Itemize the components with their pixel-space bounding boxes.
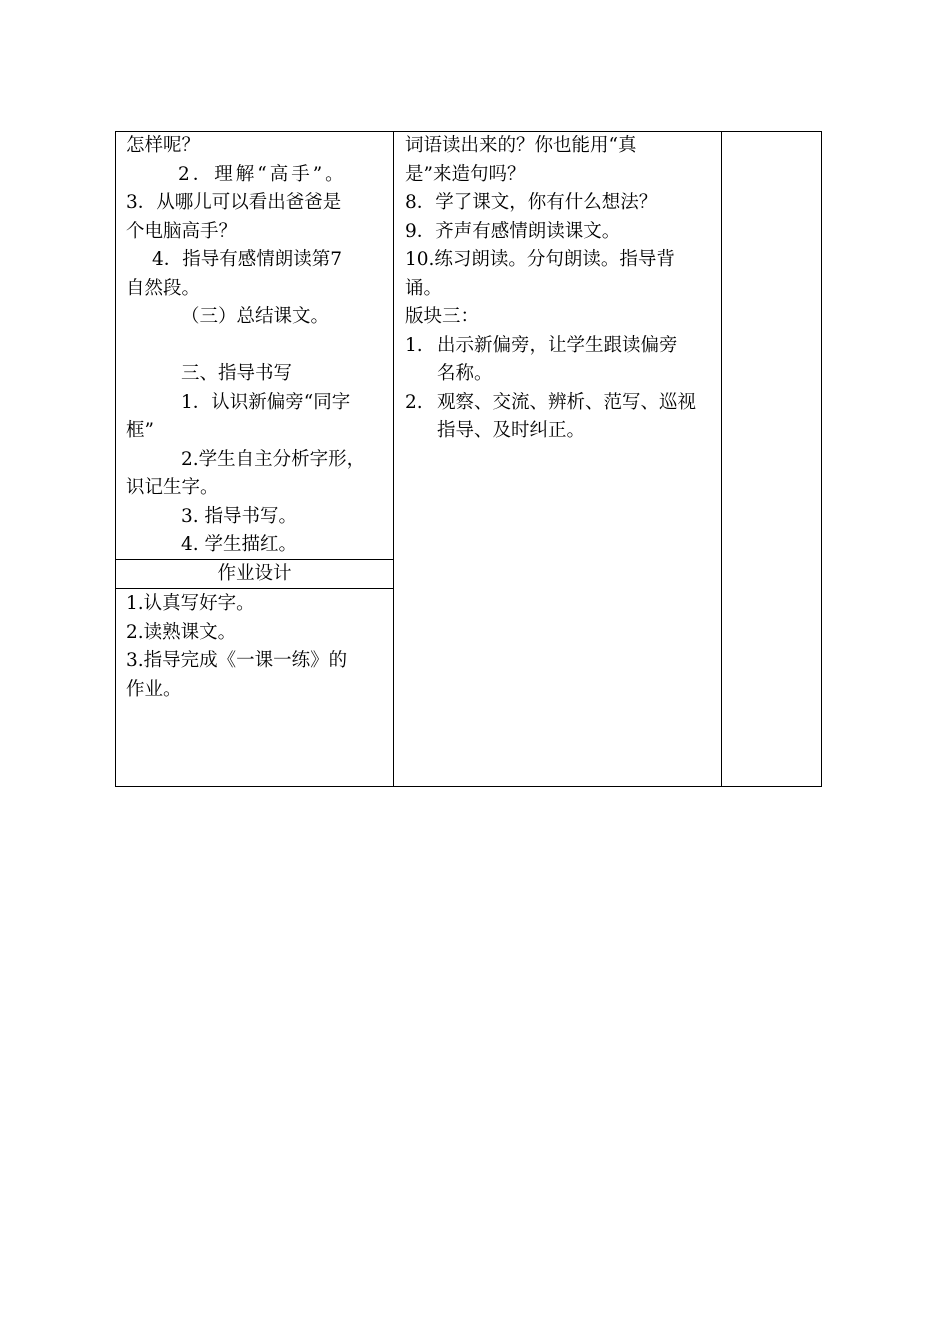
item-number: 2. <box>405 391 423 413</box>
section-heading: 版块三： <box>405 306 480 327</box>
text-line: 框” <box>126 420 154 441</box>
numbered-item <box>405 332 717 389</box>
text-line: 诵。 <box>405 277 443 299</box>
right-notes-cell <box>722 132 821 786</box>
numbered-item <box>405 389 717 446</box>
text-line: 4. 学生描红。 <box>181 534 298 555</box>
lesson-plan-table <box>115 131 822 787</box>
item-line: 名称。 <box>437 363 493 384</box>
text-line: 怎样呢？ <box>126 135 201 156</box>
item-line: 指导、及时纠正。 <box>437 420 586 441</box>
homework-item: 3.指导完成《一课一练》的 <box>126 650 348 671</box>
homework-item: 2.读熟课文。 <box>126 621 237 643</box>
item-line: 观察、交流、辨析、范写、巡视 <box>437 391 697 413</box>
text-line: 3. 指导书写。 <box>181 505 298 527</box>
text-line: 2.学生自主分析字形， <box>181 448 366 470</box>
text-line: 识记生字。 <box>126 477 219 498</box>
text-line: 词语读出来的？你也能用“真 <box>405 135 637 156</box>
homework-item: 1.认真写好字。 <box>126 593 255 614</box>
homework-heading-text: 作业设计 <box>217 563 292 584</box>
text-line: 自然段。 <box>126 277 201 299</box>
text-line: 3．从哪儿可以看出爸爸是 <box>126 192 342 213</box>
text-line: 9．齐声有感情朗读课文。 <box>405 220 621 242</box>
text-line: 是”来造句吗？ <box>405 163 526 185</box>
text-line: 2．理解“高手”。 <box>178 163 347 185</box>
item-number: 1. <box>405 334 423 356</box>
item-line: 出示新偏旁，让学生跟读偏旁 <box>437 334 678 356</box>
left-steps-cell <box>126 132 388 560</box>
text-line: 4．指导有感情朗读第7 <box>152 249 343 270</box>
text-line: （三）总结课文。 <box>181 306 330 327</box>
homework-heading <box>116 560 393 589</box>
homework-cell <box>126 590 388 704</box>
middle-activities-cell <box>405 132 717 446</box>
text-line: 1．认识新偏旁“同字 <box>181 391 351 413</box>
text-line: 10.练习朗读。分句朗读。指导背 <box>405 249 675 270</box>
section-heading: 三、指导书写 <box>181 363 293 384</box>
homework-item: 作业。 <box>126 678 182 700</box>
text-line: 个电脑高手？ <box>126 220 238 242</box>
column-divider <box>393 132 394 786</box>
text-line: 8．学了课文，你有什么想法？ <box>405 192 658 213</box>
blank-line <box>126 332 388 361</box>
